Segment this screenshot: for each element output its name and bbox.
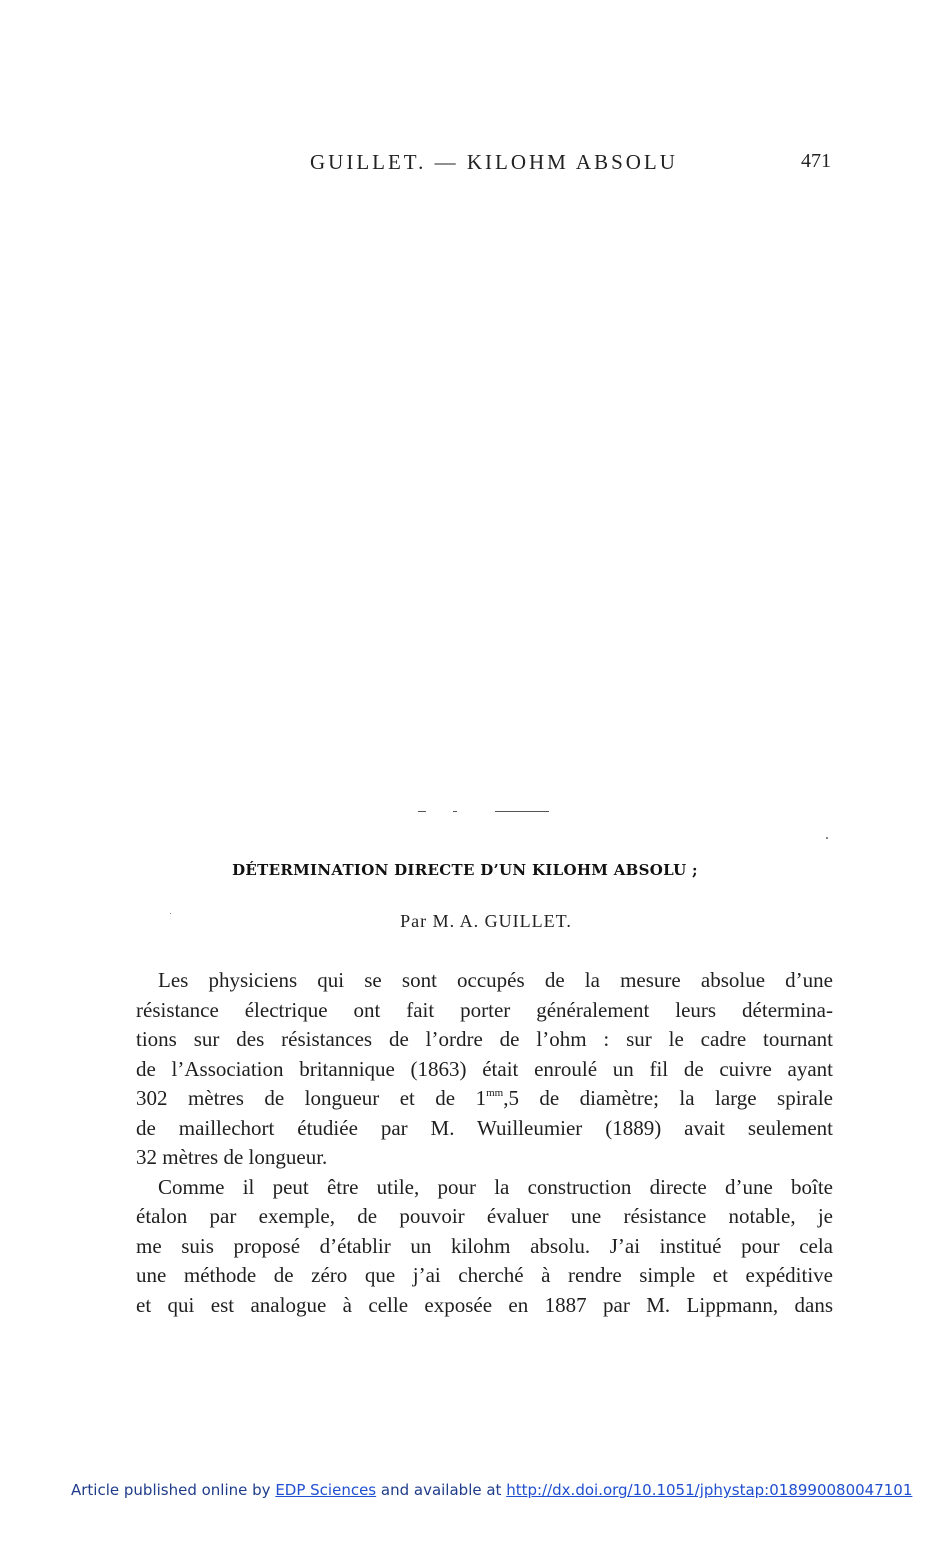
body-line: une méthode de zéro que j’ai cherché à rendre simple et expéditive	[136, 1263, 833, 1287]
unit-superscript: mm	[486, 1087, 504, 1099]
article-title: DÉTERMINATION DIRECTE D’UN KILOHM ABSOLU ;	[232, 861, 698, 879]
body-line: et qui est analogue à celle exposée en 1887 par M. Lippmann, dans	[136, 1292, 833, 1317]
page-number: 471	[801, 150, 831, 172]
separator-rule-fragment	[418, 811, 426, 812]
footer-middle: and available at	[376, 1481, 507, 1499]
article-byline: Par M. A. GUILLET.	[400, 911, 572, 931]
body-line: étalon par exemple, de pouvoir évaluer une résistance notable, je	[136, 1204, 833, 1228]
publisher-link[interactable]: EDP Sciences	[275, 1481, 377, 1499]
body-line: Comme il peut être utile, pour la construction directe d’une boîte	[158, 1174, 833, 1199]
body-line-part: 302 mètres de longueur et de 1	[136, 1086, 487, 1110]
body-line: de maillechort étudiée par M. Wuilleumier (1889) avait seulement	[136, 1115, 833, 1140]
body-line	[136, 1084, 833, 1114]
separator-rule	[495, 811, 549, 812]
body-line-part: ,5 de diamètre; la large spirale	[503, 1086, 833, 1110]
scan-speck	[826, 837, 828, 839]
body-line: tions sur des résistances de l’ordre de l’ohm : sur le cadre tournant	[136, 1027, 833, 1051]
doi-link[interactable]: http://dx.doi.org/10.1051/jphystap:018990080047101	[506, 1481, 913, 1499]
publication-footer	[71, 1481, 912, 1499]
separator-rule-fragment	[453, 811, 457, 812]
body-line: me suis proposé d’établir un kilohm absolu. J’ai institué pour cela	[136, 1233, 833, 1258]
article-body	[136, 966, 833, 1320]
running-head: GUILLET. — KILOHM ABSOLU	[310, 150, 678, 174]
body-line: 32 mètres de longueur.	[136, 1145, 328, 1169]
footer-prefix: Article published online by	[71, 1481, 276, 1499]
body-line: de l’Association britannique (1863) était enroulé un fil de cuivre ayant	[136, 1056, 833, 1081]
body-line: résistance électrique ont fait porter généralement leurs détermina-	[136, 997, 833, 1022]
body-line: Les physiciens qui se sont occupés de la mesure absolue d’une	[158, 968, 833, 992]
